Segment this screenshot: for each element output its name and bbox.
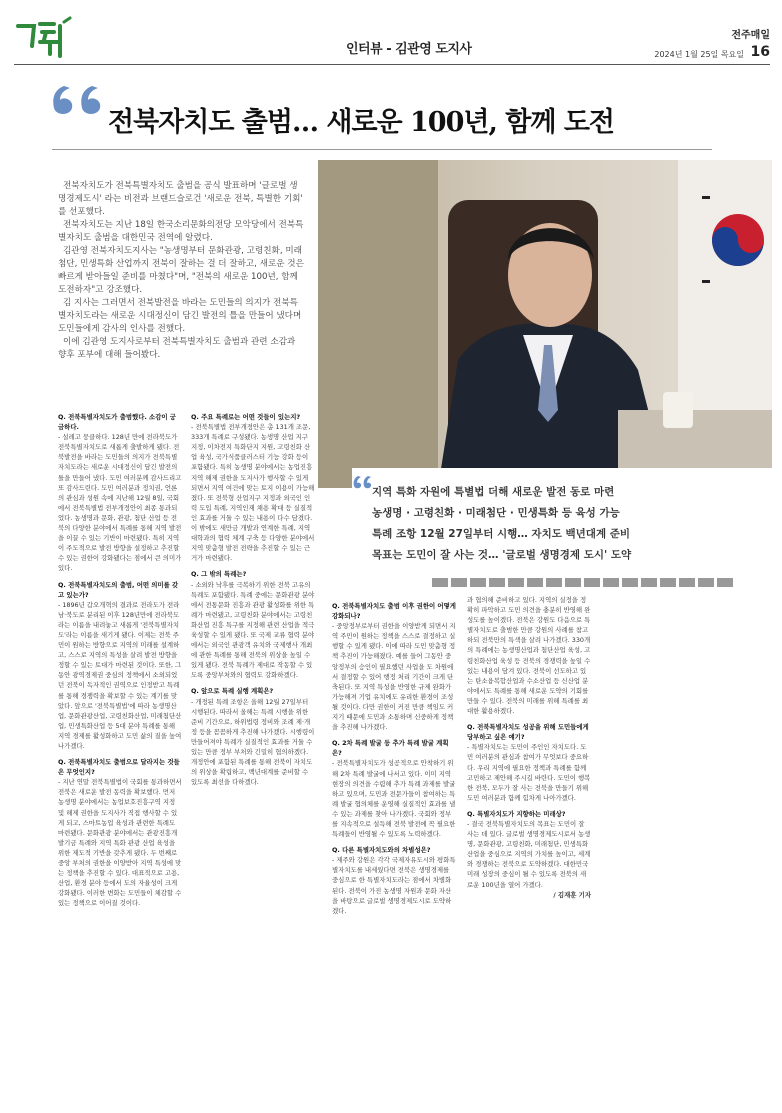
article-column-1	[58, 406, 182, 909]
lead-line: 전북자치도가 전북특별자치도 출범을 공식 발표하며 '글로벌 생명경제도시' 라는 비전과 브랜드슬로건 '새로운 전북, 특별한 기회' 를 선포했다.	[58, 181, 303, 217]
pull-quote-line: 목표는 도민이 잘 사는 것… '글로벌 생명경제 도시' 도약	[372, 549, 632, 561]
question: Q. 2차 특례 발굴 등 추가 특례 발굴 계획은?	[332, 739, 449, 758]
lead-line: 김 지사는 그러면서 전북발전을 바라는 도민들의 의지가 전북특별자치도라는 새로운 시대정신이 담긴 발전의 틀을 만들어 냈다며 도민들에게 감사의 인사를 전했다.	[58, 298, 302, 334]
issue-date: 2024년 1월 25일 목요일	[654, 50, 744, 59]
pull-quote-line: 농생명 · 고령친화 · 미래첨단 · 민생특화 등 육성 가능	[372, 507, 620, 519]
pull-quote-line: 특례 조항 12월 27일부터 시행… 자치도 백년대계 준비	[372, 528, 631, 540]
answer: - 전북특별자치도가 성공적으로 안착하기 위해 2차 특례 발굴에 나서고 있다. 이미 지역 현장의 의견을 수렴해 추가 특례 과제를 발굴하고 있으며, 도민과 전문가들이 참여하는 특례 발굴 협의체를 운영해 실질적인 효과를 낼 수 있는 과제를 찾아 나가겠다. 국회와 정부를 지속적으로 설득해 전북 발전에 꼭 필요한 특례들이 반영될 수 있도록 노력하겠다.	[332, 759, 456, 839]
pull-quote	[352, 468, 772, 580]
article-column-4	[467, 595, 591, 900]
page-number: 16	[750, 44, 770, 60]
reporter-byline: / 김재훈 기자	[553, 890, 591, 899]
article-column-2	[191, 406, 315, 787]
lead-line: 이에 김관영 도지사로부터 전북특별자치도 출범과 관련 소감과 향후 포부에 대해 들어봤다.	[58, 337, 296, 360]
pull-quote-line: 지역 특화 자원에 특별법 더해 새로운 발전 동로 마련	[372, 486, 615, 498]
answer: - 제주와 강원은 각각 국제자유도시와 평화특별자치도를 내세웠다면 전북은 생명경제를 중심으로 한 특별자치도라는 점에서 차별화된다. 전북이 가진 농생명 자원과 문화 자산을 바탕으로 글로벌 생명경제도시로 도약하겠다.	[332, 856, 456, 915]
masthead-divider	[14, 64, 770, 65]
pull-quote-icon	[352, 474, 372, 494]
lead-line: 전북자치도는 지난 18일 한국소리문화의전당 모악당에서 전북특별자치도 출범을 대한민국 전역에 알렸다.	[58, 220, 304, 243]
answer: - 중앙정부로부터 권한을 이양받게 되면서 지역 주민이 원하는 정책을 스스로 결정하고 실행할 수 있게 됐다. 이에 따라 도민 맞춤형 정책 추진이 가능해졌다. 예를 들어 그동안 중앙정부의 승인이 필요했던 사업을 도 차원에서 결정할 수 있어 행정 처리 기간이 크게 단축된다. 또 지역 특성을 반영한 규제 완화가 가능해져 기업 유치에도 유리한 환경이 조성될 것이다. 다만 권한이 커진 만큼 책임도 커지기 때문에 도민과 소통하며 신중하게 정책을 추진해 나가겠다.	[332, 622, 456, 732]
pull-quote-text	[372, 482, 631, 566]
answer: - 소외와 낙후를 극복하기 위한 전북 고유의 특례도 포함됐다. 특례 중에는 문화관광 분야에서 전통문화 진흥과 관광 활성화를 위한 특례가 마련됐고, 고령친화 분야에서는 고령친화산업 진흥 특구를 지정해 관련 산업을 적극 육성할 수 있게 됐다. 또 국제 교류 협력 분야에서는 외국인 관광객 유치와 국제행사 개최에 관한 특례를 통해 전북의 위상을 높일 수 있게 됐다. 전북 특례가 제대로 작동할 수 있도록 중앙부처와의 협력도 강화하겠다.	[191, 580, 315, 680]
answer: - 전북특별법 전부개정안은 총 131개 조문, 333개 특례로 구성됐다. 농생명 산업 지구 지정, 이차전지 특화단지 지원, 고령친화 산업 육성, 국가식품클러스터 기능 강화 등이 포함됐다. 특히 농생명 분야에서는 농업진흥지역 해제 권한을 도지사가 행사할 수 있게 되면서 지역 여건에 맞는 토지 이용이 가능해졌다. 또 전북형 산업지구 지정과 외국인 인력 도입 특례, 지역인재 채용 확대 등 실질적인 효과를 거둘 수 있는 내용이 다수 담겼다. 이 밖에도 새만금 개발과 연계한 특례, 지역 대학과의 협력 체계 구축 등 다양한 분야에서 지역 맞춤형 발전 전략을 추진할 수 있는 근거가 마련됐다.	[191, 423, 315, 563]
governor-portrait-photo	[318, 160, 772, 488]
question: Q. 그 밖의 특례는?	[191, 570, 247, 579]
answer: - 개정된 특례 조항은 올해 12월 27일부터 시행된다. 따라서 올해는 특례 시행을 위한 준비 기간으로, 하위법령 정비와 조례 제·개정 등을 꼼꼼하게 추진해 나가겠다. 시행령이 만들어져야 특례가 실질적인 효과를 거둘 수 있는 만큼 정부 부처와 긴밀히 협의하겠다. 개정안에 포함된 특례를 통해 전북이 자치도의 위상을 확립하고, 백년대계를 준비할 수 있도록 최선을 다하겠다.	[191, 697, 315, 787]
question: Q. 전북특별자치도 성공을 위해 도민들에게 당부하고 싶은 얘기?	[467, 723, 589, 742]
question: Q. 다른 특별자치도와의 차별성은?	[332, 846, 431, 855]
question: Q. 전북특별자치도가 출범했다. 소감이 궁금하다.	[58, 413, 176, 432]
question: Q. 전북특별자치도의 출범, 어떤 의미를 갖고 있는가?	[58, 580, 179, 599]
headline: 전북자치도 출범… 새로운 100년, 함께 도전	[108, 107, 614, 138]
quote-mark-icon	[50, 82, 104, 122]
newspaper-name: 전주매일	[731, 30, 770, 41]
answer: - 결국 전북특별자치도의 목표는 도민이 잘 사는 데 있다. 글로벌 생명경제도시로서 농생명, 문화관광, 고령친화, 미래첨단, 민생특화 산업을 중심으로 지역의 가치를 높이고, 세계와 경쟁하는 전북으로 도약하겠다. 대한민국 미래 성장의 중심이 될 수 있도록 전북의 새로운 100년을 열어 가겠다.	[467, 819, 591, 889]
question: Q. 특별자치도가 지향하는 미래상?	[467, 809, 566, 818]
lead-line: 김관영 전북자치도지사는 "농생명부터 문화관광, 고령친화, 미래첨단, 민생특화 산업까지 전북이 잘하는 걸 더 잘하고, 새로운 것은 빠르게 받아들일 준비를 마쳤다"며, "전북의 새로운 100년, 함께 도전하자"고 강조했다.	[58, 246, 304, 295]
question: Q. 전북특별자치도 출범으로 달라지는 것들은 무엇인지?	[58, 758, 180, 777]
answer: - 지난 연말 전북특별법이 국회를 통과하면서 전북은 새로운 발전 동력을 확보했다. 먼저 농생명 분야에서는 농업보호진흥구역 지정 및 해제 권한을 도지사가 직접 행사할 수 있게 되고, 스마트농업 육성과 관련한 특례도 마련됐다. 문화관광 분야에서는 관광진흥개발기금 특례와 지역 특화 관광 산업 육성을 위한 제도적 기반을 갖추게 됐다. 두 번째로 중앙 부처의 권한을 이양받아 지역 특성에 맞는 정책을 추진할 수 있다. 대표적으로 고용, 산업, 환경 분야 등에서 도의 자율성이 크게 강화됐다. 이러한 변화는 도민들이 체감할 수 있는 정책으로 이어질 것이다.	[58, 778, 182, 908]
question: Q. 앞으로 특례 실행 계획은?	[191, 687, 274, 696]
question: Q. 전북특별자치도 출범 이후 권한이 어떻게 강화되나?	[332, 602, 456, 621]
section-title: 인터뷰 - 김관영 도지사	[346, 42, 472, 57]
decorative-dot-bar	[432, 572, 736, 591]
article-column-3	[332, 595, 456, 916]
answer: - 1896년 갑오개혁의 결과로 전라도가 전라남·북도로 분리된 이후 128년만에 전라북도라는 이름을 내려놓고 새롭게 '전북특별자치도'라는 이름을 새기게 됐다. 이제는 전북 주민이 원하는 방향으로 지역의 미래를 설계하고, 스스로 지역의 특성을 살려 발전 방향을 정할 수 있는 토대가 마련된 것이다. 또한, 그동안 광역경제권 중심의 정책에서 소외되었던 전북이 독자적인 권역으로 인정받고 특례를 통해 경쟁력을 확보할 수 있는 계기를 맞았다. 앞으로 '전북특별법'에 따라 농생명산업, 문화관광산업, 고령친화산업, 미래첨단산업, 민생특화산업 등 5대 분야 특례를 통해 지역 경제를 활성화하고 도민 삶의 질을 높여 나가겠다.	[58, 600, 182, 750]
headline-divider	[52, 149, 712, 150]
question: Q. 주요 특례로는 어떤 것들이 있는지?	[191, 413, 301, 421]
section-logo	[14, 16, 76, 62]
answer: - 설레고 뭉클하다. 128년 만에 전라북도가 전북특별자치도로 새롭게 출발하게 됐다. 전북발전을 바라는 도민들의 의지가 전북특별자치도라는 새로운 시대정신이 담긴 발전의 틀을 만들어 냈다. 도민 여러분께 감사드리고 또 감사드린다. 도민 여러분과 정치권, 언론의 관심과 성원 속에 지난해 12월 8일, 국회에서 전북특별법 전부개정안이 최종 통과되었다. 농생명과 문화, 관광, 첨단 산업 등 전북의 다양한 분야에서 특례를 통해 지역 발전을 이끌 수 있는 기반이 마련됐다. 특히 지역이 주도적으로 발전 방향을 설정하고 추진할 수 있는 권한이 강화됐다는 점에서 큰 의미가 있다.	[58, 433, 182, 573]
answer: 과 협의해 준비하고 있다. 지역의 실정을 정확히 파악하고 도민 의견을 충분히 반영해 완성도를 높이겠다. 전북은 강원도 다음으로 특별자치도로 출범한 만큼 강원의 사례를 참고하되 전북만의 특색을 살려 나가겠다. 330개의 특례에는 농생명산업과 첨단산업 육성, 고령친화산업 육성 등 전북의 경쟁력을 높일 수 있는 내용이 담겨 있다. 전북이 선도하고 있는 탄소융복합산업과 수소산업 등 신산업 분야에서도 특례를 통해 새로운 도약의 기회를 만들 수 있다. 전북의 미래를 위해 특례를 최대한 활용하겠다.	[467, 596, 591, 716]
lead-paragraph	[58, 180, 304, 362]
answer: - 특별자치도는 도민이 주인인 자치도다. 도민 여러분의 관심과 참여가 무엇보다 중요하다. 우리 지역에 필요한 정책과 특례를 함께 고민하고 제안해 주시길 바란다. 도민이 행복한 전북, 모두가 잘 사는 전북을 만들기 위해 도민 여러분과 함께 힘차게 나아가겠다.	[467, 743, 591, 802]
